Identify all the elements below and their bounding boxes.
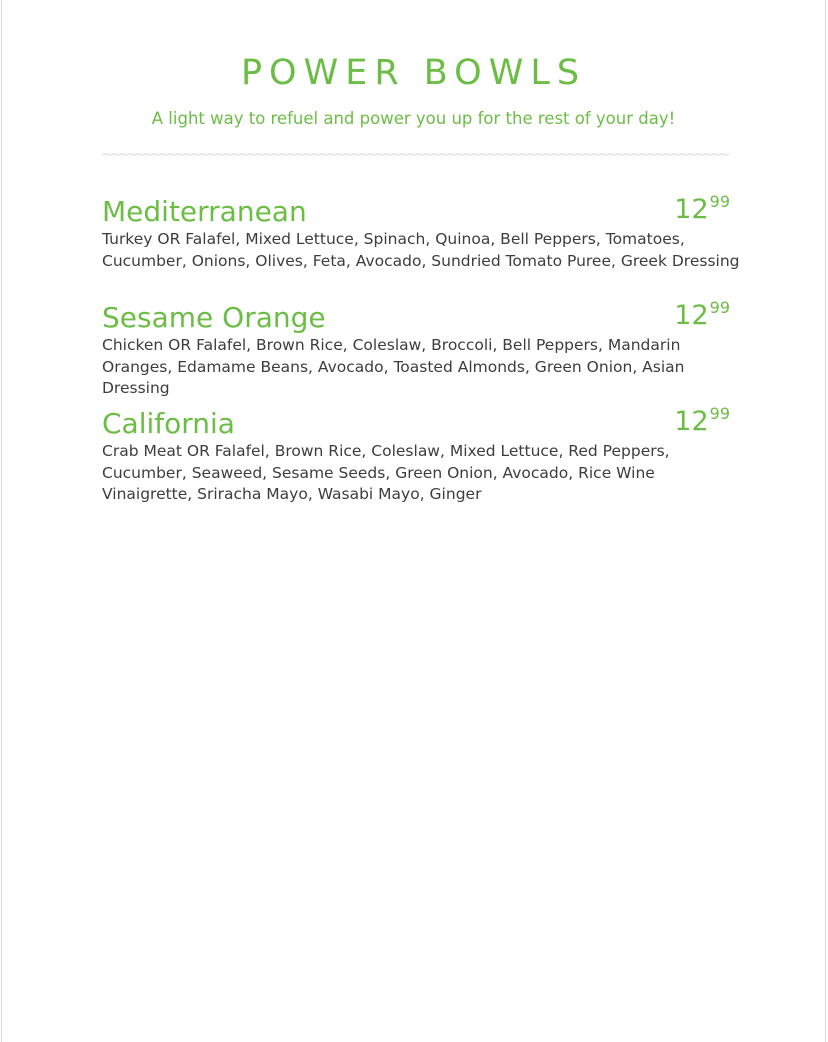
- item-description: Chicken OR Falafel, Brown Rice, Coleslaw, Broccoli, Bell Peppers, Mandarin Oranges, Edamame Beans, Avocado, Toasted Almonds, Green Onion, Asian Dressing: [102, 336, 685, 397]
- price-whole: 12: [674, 300, 709, 331]
- menu-page: [1, 0, 826, 1042]
- item-price: [674, 406, 730, 441]
- menu-title: POWER BOWLS: [240, 53, 587, 93]
- price-cents: 99: [709, 404, 730, 423]
- item-description: Turkey OR Falafel, Mixed Lettuce, Spinach, Quinoa, Bell Peppers, Tomatoes, Cucumber, Onions, Olives, Feta, Avocado, Sundried Tomato Puree, Greek Dressing: [102, 230, 740, 270]
- price-whole: 12: [674, 406, 709, 437]
- item-name: Sesame Orange: [102, 301, 326, 334]
- item-description: Crab Meat OR Falafel, Brown Rice, Coleslaw, Mixed Lettuce, Red Peppers, Cucumber, Seaweed, Sesame Seeds, Green Onion, Avocado, Rice Wine Vinaigrette, Sriracha Mayo, Wasabi Mayo, Ginger: [102, 442, 670, 503]
- wavy-divider: [102, 150, 729, 160]
- item-name: California: [102, 407, 235, 440]
- item-name: Mediterranean: [102, 195, 307, 228]
- price-cents: 99: [709, 192, 730, 211]
- item-price: [674, 194, 730, 229]
- menu-subtitle: A light way to refuel and power you up for the rest of your day!: [151, 109, 676, 128]
- price-whole: 12: [674, 194, 709, 225]
- price-cents: 99: [709, 298, 730, 317]
- item-price: [674, 300, 730, 335]
